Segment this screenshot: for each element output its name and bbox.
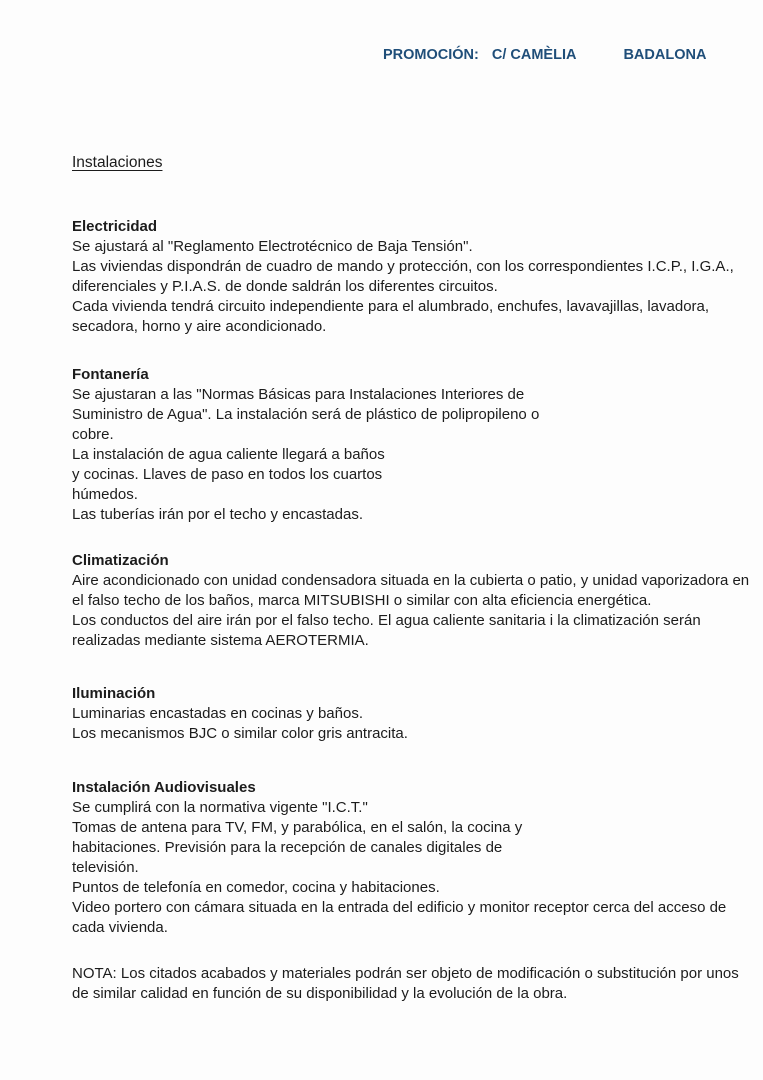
text-line: Se cumplirá con la normativa vigente "I.C.T." <box>72 799 368 816</box>
promotion-city: BADALONA <box>623 47 707 63</box>
note-paragraph <box>72 964 739 1004</box>
document-content <box>0 153 763 1004</box>
text-line: Los mecanismos BJC o similar color gris antracita. <box>72 725 408 742</box>
text-line: televisión. <box>72 859 139 876</box>
text-line: Los conductos del aire irán por el falso techo. El agua caliente sanitaria i la climatización serán <box>72 612 701 629</box>
section-heading: Climatización <box>72 552 169 569</box>
text-line: cobre. <box>72 426 114 443</box>
text-line: Se ajustaran a las "Normas Básicas para Instalaciones Interiores de <box>72 386 525 403</box>
text-line: NOTA: Los citados acabados y materiales podrán ser objeto de modificación o substitución por unos <box>72 965 739 982</box>
text-line: Se ajustará al "Reglamento Electrotécnico de Baja Tensión". <box>72 238 473 255</box>
text-line: húmedos. <box>72 486 138 503</box>
document-title: Instalaciones <box>72 154 163 171</box>
section-fontaneria <box>72 365 703 525</box>
text-line: Video portero con cámara situada en la entrada del edificio y monitor receptor cerca del acceso de <box>72 899 727 916</box>
text-line: y cocinas. Llaves de paso en todos los cuartos <box>72 466 383 483</box>
text-line: Las tuberías irán por el techo y encastadas. <box>72 506 364 523</box>
section-electricidad <box>72 217 734 337</box>
text-line: Puntos de telefonía en comedor, cocina y habitaciones. <box>72 879 440 896</box>
text-line: Cada vivienda tendrá circuito independiente para el alumbrado, enchufes, lavavajillas, lavadora, <box>72 298 710 315</box>
section-climatizacion <box>72 551 750 651</box>
text-line: de similar calidad en función de su disponibilidad y la evolución de la obra. <box>72 985 568 1002</box>
section-iluminacion <box>72 684 703 744</box>
text-line: Suministro de Agua". La instalación será de plástico de polipropileno o <box>72 406 540 423</box>
text-line: Aire acondicionado con unidad condensadora situada en la cubierta o patio, y unidad vaporizadora en <box>72 572 750 589</box>
section-heading: Iluminación <box>72 685 156 702</box>
text-line: el falso techo de los baños, marca MITSUBISHI o similar con alta eficiencia energética. <box>72 592 652 609</box>
text-line: realizadas mediante sistema AEROTERMIA. <box>72 632 369 649</box>
text-line: Luminarias encastadas en cocinas y baños. <box>72 705 364 722</box>
text-line: secadora, horno y aire acondicionado. <box>72 318 327 335</box>
promotion-street: C/ CAMÈLIA <box>491 47 577 63</box>
text-line: diferenciales y P.I.A.S. de donde saldrán los diferentes circuitos. <box>72 278 498 295</box>
text-line: habitaciones. Previsión para la recepción de canales digitales de <box>72 839 503 856</box>
section-heading: Electricidad <box>72 218 158 235</box>
section-heading: Fontanería <box>72 366 149 383</box>
promotion-header <box>0 0 763 65</box>
section-heading: Instalación Audiovisuales <box>72 779 256 796</box>
text-line: Tomas de antena para TV, FM, y parabólica, en el salón, la cocina y <box>72 819 523 836</box>
text-line: cada vivienda. <box>72 919 168 936</box>
promotion-label: PROMOCIÓN: <box>383 47 479 63</box>
text-line: La instalación de agua caliente llegará a baños <box>72 446 385 463</box>
section-instalacion-audiovisuales <box>72 778 727 938</box>
text-line: Las viviendas dispondrán de cuadro de mando y protección, con los correspondientes I.C.P., I.G.A., <box>72 258 734 275</box>
